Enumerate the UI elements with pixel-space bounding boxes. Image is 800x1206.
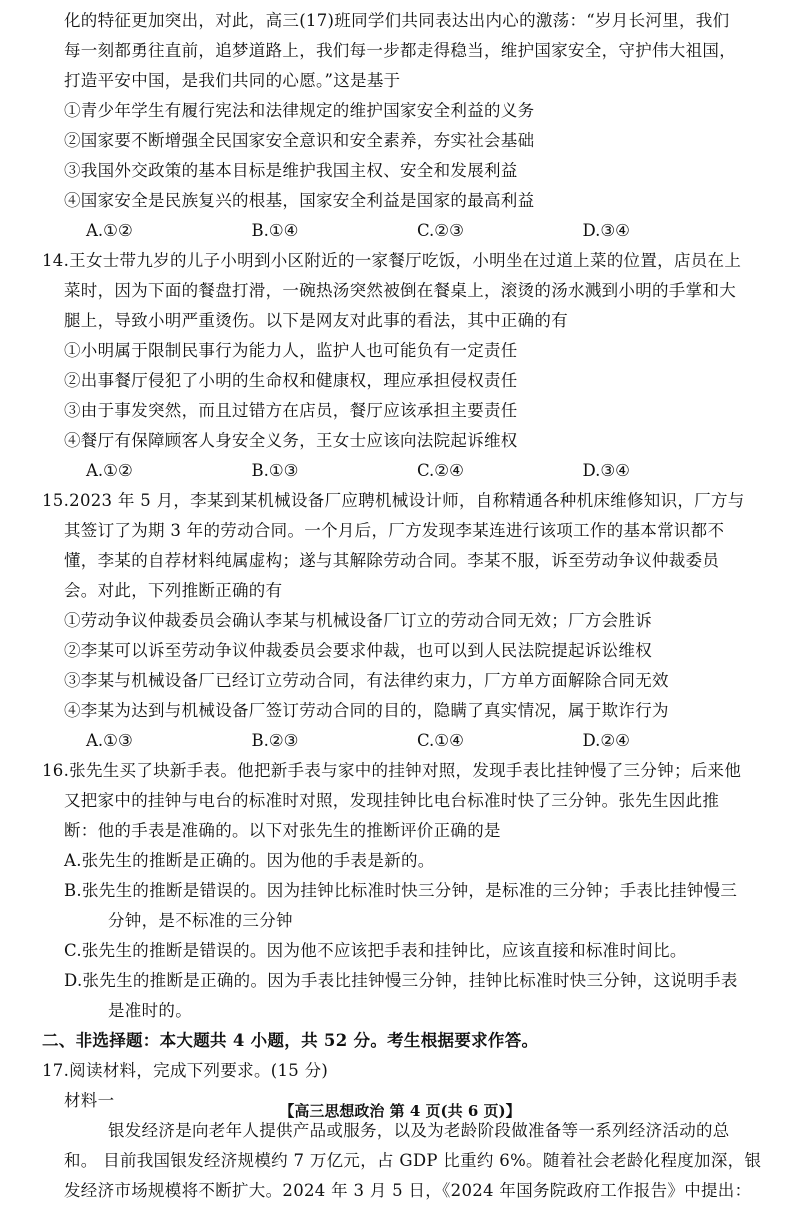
option-b: B.张先生的推断是错误的。因为挂钟比标准时快三分钟，是标准的三分钟；手表比挂钟慢三	[64, 881, 738, 900]
statement: ④李某为达到与机械设备厂签订劳动合同的目的，隐瞒了真实情况，属于欺诈行为	[64, 701, 669, 720]
text-line: 其签订了为期 3 年的劳动合同。一个月后，厂方发现李某连进行该项工作的基本常识都不	[64, 521, 725, 540]
text-line: 和。 目前我国银发经济规模约 7 万亿元，占 GDP 比重约 6%。随着社会老龄化程度加深，银	[64, 1151, 762, 1170]
choice-b: B.①④	[251, 221, 299, 240]
statement: ④国家安全是民族复兴的根基，国家安全利益是国家的最高利益	[64, 191, 535, 210]
q14-choices	[64, 456, 748, 486]
statement: ③由于事发突然，而且过错方在店员，餐厅应该承担主要责任	[64, 401, 518, 420]
statement: ①小明属于限制民事行为能力人，监护人也可能负有一定责任	[64, 341, 518, 360]
text-line: 菜时，因为下面的餐盘打滑，一碗热汤突然被倒在餐桌上，滚烫的汤水溅到小明的手掌和大	[64, 281, 736, 300]
q16-options	[64, 846, 748, 1026]
choice-d: D.②④	[582, 731, 630, 750]
material1-paragraph	[64, 1116, 762, 1206]
option-c: C.张先生的推断是错误的。因为他不应该把手表和挂钟比，应该直接和标准时间比。	[64, 941, 687, 960]
text-line: 懂，李某的自荐材料纯属虚构；遂与其解除劳动合同。李某不服，诉至劳动争议仲裁委员	[64, 551, 720, 570]
statement: ③李某与机械设备厂已经订立劳动合同，有法律约束力，厂方单方面解除合同无效	[64, 671, 669, 690]
question-number-line: 14.王女士带九岁的儿子小明到小区附近的一家餐厅吃饭，小明坐在过道上菜的位置，店员在上	[42, 251, 742, 270]
question-number-line: 15.2023 年 5 月，李某到某机械设备厂应聘机械设计师，自称精通各种机床维修知识，厂方与	[42, 491, 745, 510]
statement: ①青少年学生有履行宪法和法律规定的维护国家安全利益的义务	[64, 101, 535, 120]
q17-title: 17.阅读材料，完成下列要求。(15 分)	[42, 1061, 329, 1080]
choice-c: C.②③	[417, 221, 464, 240]
text-line: 又把家中的挂钟与电台的标准时对照，发现挂钟比电台标准时快了三分钟。张先生因此推	[64, 791, 720, 810]
choice-d: D.③④	[582, 461, 630, 480]
question-number-line: 16.张先生买了块新手表。他把新手表与家中的挂钟对照，发现手表比挂钟慢了三分钟；后来他	[42, 761, 742, 780]
statement: ④餐厅有保障顾客人身安全义务，王女士应该向法院起诉维权	[64, 431, 518, 450]
material-label: 材料一	[64, 1091, 115, 1110]
text-line: 断：他的手表是准确的。以下对张先生的推断评价正确的是	[64, 821, 501, 840]
section-heading: 二、非选择题：本大题共 4 小题，共 52 分。考生根据要求作答。	[42, 1031, 539, 1050]
q13-choices	[64, 216, 748, 246]
q13-statements	[64, 96, 748, 216]
statement: ②国家要不断增强全民国家安全意识和安全素养，夯实社会基础	[64, 131, 535, 150]
choice-a: A.①②	[86, 221, 133, 240]
choice-b: B.②③	[251, 731, 299, 750]
q14-statements	[64, 336, 748, 456]
choice-a: A.①②	[86, 461, 133, 480]
option-d-continued: 是准时的。	[108, 1001, 192, 1020]
q15-choices	[64, 726, 748, 756]
text-line: 每一刻都勇往直前，追梦道路上，我们每一步都走得稳当，维护国家安全，守护伟大祖国，	[64, 41, 736, 60]
text-line: 发经济市场规模将不断扩大。2024 年 3 月 5 日，《2024 年国务院政府工作报告》中提出：	[64, 1181, 752, 1200]
statement: ③我国外交政策的基本目标是维护我国主权、安全和发展利益	[64, 161, 518, 180]
q13-stem	[64, 6, 748, 96]
q15-statements	[64, 606, 748, 726]
choice-b: B.①③	[251, 461, 299, 480]
text-line: 银发经济是向老年人提供产品或服务，以及为老龄阶段做准备等一系列经济活动的总	[108, 1121, 730, 1140]
option-d: D.张先生的推断是正确的。因为手表比挂钟慢三分钟，挂钟比标准时快三分钟，这说明手表	[64, 971, 738, 990]
option-b-continued: 分钟，是不标准的三分钟	[108, 911, 293, 930]
page-footer: 【高三思想政治 第 4 页(共 6 页)】	[279, 1102, 521, 1120]
text-line: 会。对此，下列推断正确的有	[64, 581, 283, 600]
statement: ①劳动争议仲裁委员会确认李某与机械设备厂订立的劳动合同无效；厂方会胜诉	[64, 611, 652, 630]
statement: ②李某可以诉至劳动争议仲裁委员会要求仲裁，也可以到人民法院提起诉讼维权	[64, 641, 652, 660]
statement: ②出事餐厅侵犯了小明的生命权和健康权，理应承担侵权责任	[64, 371, 518, 390]
choice-c: C.②④	[417, 461, 464, 480]
choice-a: A.①③	[86, 731, 133, 750]
q14-stem	[42, 246, 748, 336]
text-line: 化的特征更加突出，对此，高三(17)班同学们共同表达出内心的激荡：“岁月长河里，我们	[64, 11, 730, 30]
text-line: 打造平安中国，是我们共同的心愿。”这是基于	[64, 71, 401, 90]
choice-c: C.①④	[417, 731, 464, 750]
option-a: A.张先生的推断是正确的。因为他的手表是新的。	[64, 851, 435, 870]
choice-d: D.③④	[582, 221, 630, 240]
q16-stem	[42, 756, 748, 846]
text-line: 腿上，导致小明严重烫伤。以下是网友对此事的看法，其中正确的有	[64, 311, 568, 330]
q15-stem	[42, 486, 748, 606]
